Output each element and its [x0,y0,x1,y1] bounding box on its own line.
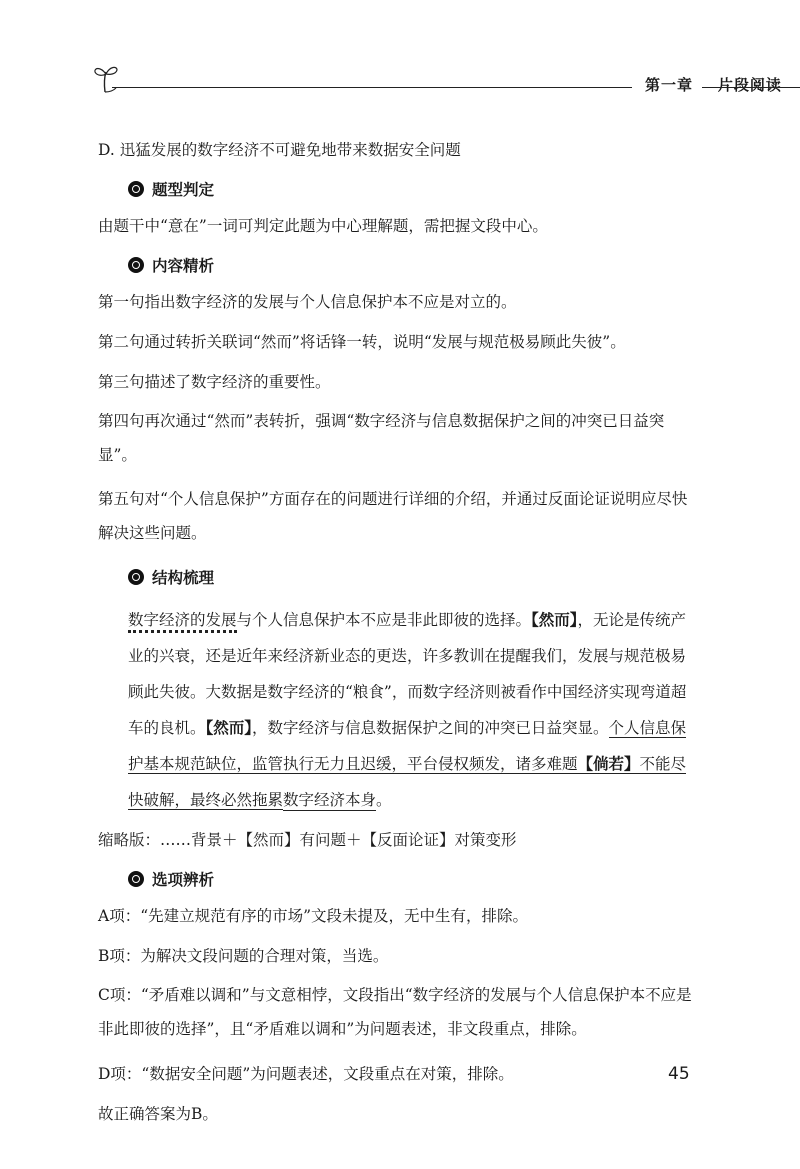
page-number: 45 [668,1064,690,1084]
section-title: 选项辨析 [152,871,215,889]
sprout-icon [92,62,122,96]
option-d-text: D. 迅猛发展的数字经济不可避免地带来数据安全问题 [98,141,461,159]
chapter-number: 第一章 [645,76,694,94]
underlined-key-sentence: 个人信息保护基本规范缺位，监管执行无力且迟缓，平台侵权频发，诸多难题 [128,719,687,773]
passage-text: 与个人信息保护本不应是非此即彼的选择。 [236,611,532,629]
chapter-heading [645,74,782,95]
dotted-keyword: 数字经济本身 [283,791,377,809]
connector-marker: 【倘若】 [577,754,640,773]
passage-text: ，无论是传统产业的兴衰，还是近年来经济新业态的更迭，许多教训在提醒我们，发展与规范极易顾此失彼。大数据是数字经济的“粮食”，而数字经济则被看作中国经济实现弯道超车的良机。 [128,611,687,737]
analysis-line: 第二句通过转折关联词“然而”将话锋一转，说明“发展与规范极易顾此失彼”。 [98,333,626,351]
chapter-title: 片段阅读 [717,76,782,94]
structure-passage [128,602,694,818]
option-analysis-a: A项：“先建立规范有序的市场”文段未提及，无中生有，排除。 [98,907,529,925]
connector-marker: 【然而】 [531,610,578,629]
header-rule-right [702,87,800,88]
bullet-icon [128,181,144,197]
option-analysis-c: C项：“矛盾难以调和”与文意相悖，文段指出“数字经济的发展与个人信息保护本不应是非此即彼的选择”，且“矛盾难以调和”为问题表述，非文段重点，排除。 [98,986,692,1038]
section-content-analysis [128,254,694,276]
analysis-line: 第一句指出数字经济的发展与个人信息保护本不应是对立的。 [98,293,517,311]
section-title: 结构梳理 [152,569,215,587]
section-structure [128,566,694,588]
analysis-line: 第四句再次通过“然而”表转折，强调“数字经济与信息数据保护之间的冲突已日益突显”。 [98,412,665,464]
underlined-key-sentence: 不能尽快破解，最终必然拖累 [128,755,687,809]
section-title: 内容精析 [152,257,215,275]
dotted-keyword: 数字经济的发展 [128,611,237,633]
passage-text: ，数字经济与信息数据保护之间的冲突已日益突显。 [252,719,609,737]
analysis-line: 第五句对“个人信息保护”方面存在的问题进行详细的介绍，并通过反面论证说明应尽快解决这些问题。 [98,490,688,542]
section-title: 题型判定 [152,181,215,199]
section-options [128,868,694,890]
header-rule-left [112,87,632,88]
analysis-line: 第三句描述了数字经济的重要性。 [98,373,331,391]
connector-marker: 【然而】 [205,718,253,737]
option-analysis-b: B项：为解决文段问题的合理对策，当选。 [98,947,389,965]
bullet-icon [128,871,144,887]
type-judgement-text: 由题干中“意在”一词可判定此题为中心理解题，需把握文段中心。 [98,217,548,235]
passage-text: 。 [376,791,392,809]
section-type-judgement [128,178,694,200]
running-header [92,62,800,102]
final-answer: 故正确答案为B。 [98,1105,218,1123]
bullet-icon [128,569,144,585]
option-analysis-d: D项：“数据安全问题”为问题表述，文段重点在对策，排除。 [98,1065,514,1083]
bullet-icon [128,257,144,273]
page-content [98,138,694,1142]
structure-summary: 缩略版：……背景＋【然而】有问题＋【反面论证】对策变形 [98,831,517,849]
